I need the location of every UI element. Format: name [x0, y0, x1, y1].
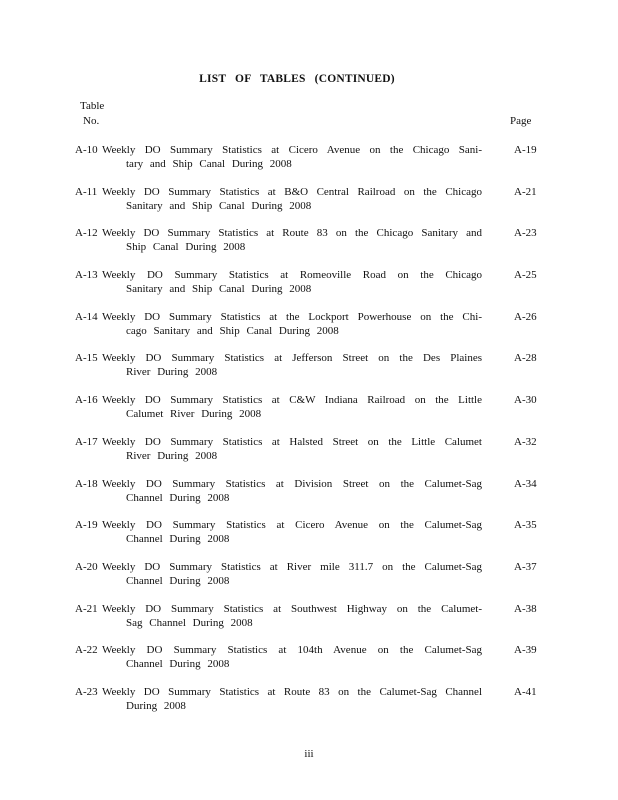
- table-number: A-17: [75, 435, 98, 448]
- list-item: [0, 435, 618, 477]
- table-number: A-22: [75, 644, 98, 657]
- table-description: [102, 310, 482, 338]
- list-item: [0, 560, 618, 602]
- description-line-1: Weekly DO Summary Statistics at River mile 311.7 on the Calumet-Sag: [102, 560, 482, 573]
- description-line-2: Channel During 2008: [126, 491, 230, 504]
- description-line-1: Weekly DO Summary Statistics at Route 83 on the Chicago Sanitary and: [102, 227, 482, 240]
- table-description: [102, 643, 482, 671]
- list-item: [0, 351, 618, 393]
- list-item: [0, 310, 618, 352]
- page-number: A-30: [514, 394, 537, 407]
- description-line-2: Channel During 2008: [126, 574, 230, 587]
- description-line-1: Weekly DO Summary Statistics at Halsted Street on the Little Calumet: [102, 435, 482, 448]
- page-number: A-38: [514, 602, 537, 615]
- description-line-1: Weekly DO Summary Statistics at 104th Avenue on the Calumet-Sag: [102, 644, 482, 657]
- page-number: A-19: [514, 144, 537, 156]
- list-item: [0, 268, 618, 310]
- list-item: [0, 477, 618, 519]
- column-header-page: Page: [510, 115, 532, 127]
- list-item: [0, 143, 618, 185]
- table-number: A-23: [75, 685, 98, 698]
- page-title: LIST OF TABLES (CONTINUED): [199, 73, 395, 85]
- description-line-2: Ship Canal During 2008: [126, 241, 246, 254]
- description-line-2: Sag Channel During 2008: [126, 616, 253, 629]
- table-description: [102, 268, 482, 296]
- table-number: A-18: [75, 477, 98, 490]
- table-description: [102, 351, 482, 379]
- table-number: A-12: [75, 227, 98, 240]
- description-line-2: During 2008: [126, 699, 186, 712]
- table-number: A-14: [75, 310, 98, 323]
- table-number: A-19: [75, 519, 98, 532]
- table-description: [102, 685, 482, 713]
- table-description: [102, 602, 482, 630]
- description-line-1: Weekly DO Summary Statistics at Route 83 on the Calumet-Sag Channel: [102, 685, 482, 698]
- description-line-1: Weekly DO Summary Statistics at Cicero Avenue on the Calumet-Sag: [102, 519, 482, 532]
- description-line-1: Weekly DO Summary Statistics at Romeoville Road on the Chicago: [102, 269, 482, 282]
- page-number: A-25: [514, 269, 537, 282]
- description-line-2: Channel During 2008: [126, 533, 230, 546]
- list-item: [0, 226, 618, 268]
- page-number: A-23: [514, 227, 537, 240]
- description-line-1: Weekly DO Summary Statistics at Southwest Highway on the Calumet-: [102, 602, 482, 615]
- table-number: A-15: [75, 352, 98, 365]
- list-item: [0, 643, 618, 685]
- description-line-2: River During 2008: [126, 366, 218, 379]
- table-description: [102, 143, 482, 171]
- page-number: A-32: [514, 435, 537, 448]
- description-line-1: Weekly DO Summary Statistics at C&W Indiana Railroad on the Little: [102, 394, 482, 407]
- list-item: [0, 685, 618, 727]
- table-description: [102, 560, 482, 588]
- page-footer-number: iii: [304, 748, 314, 760]
- description-line-2: Channel During 2008: [126, 658, 230, 671]
- table-number: A-20: [75, 560, 98, 573]
- page-number: A-28: [514, 352, 537, 365]
- table-of-contents-list: [0, 143, 618, 727]
- table-number: A-21: [75, 602, 98, 615]
- page-number: A-26: [514, 310, 537, 323]
- description-line-2: River During 2008: [126, 449, 218, 462]
- description-line-2: cago Sanitary and Ship Canal During 2008: [126, 324, 339, 337]
- page-number: A-21: [514, 185, 537, 198]
- description-line-1: Weekly DO Summary Statistics at B&O Central Railroad on the Chicago: [102, 185, 482, 198]
- table-description: [102, 185, 482, 213]
- page-number: A-34: [514, 477, 537, 490]
- page-number: A-37: [514, 560, 537, 573]
- list-item: [0, 518, 618, 560]
- description-line-2: tary and Ship Canal During 2008: [126, 158, 292, 170]
- column-header-no: No.: [83, 115, 100, 127]
- page-number: A-41: [514, 685, 537, 698]
- table-description: [102, 435, 482, 463]
- table-description: [102, 393, 482, 421]
- description-line-2: Calumet River During 2008: [126, 408, 262, 421]
- table-number: A-13: [75, 269, 98, 282]
- description-line-1: Weekly DO Summary Statistics at the Lockport Powerhouse on the Chi-: [102, 310, 482, 323]
- table-description: [102, 226, 482, 254]
- table-number: A-16: [75, 394, 98, 407]
- table-number: A-11: [75, 185, 98, 198]
- description-line-2: Sanitary and Ship Canal During 2008: [126, 283, 312, 296]
- page-number: A-35: [514, 519, 537, 532]
- description-line-1: Weekly DO Summary Statistics at Cicero Avenue on the Chicago Sani-: [102, 144, 482, 156]
- table-description: [102, 518, 482, 546]
- column-header-table: Table: [80, 100, 105, 112]
- list-item: [0, 602, 618, 644]
- list-item: [0, 393, 618, 435]
- description-line-2: Sanitary and Ship Canal During 2008: [126, 199, 312, 212]
- list-item: [0, 185, 618, 227]
- description-line-1: Weekly DO Summary Statistics at Division Street on the Calumet-Sag: [102, 477, 482, 490]
- table-description: [102, 477, 482, 505]
- table-number: A-10: [75, 144, 98, 156]
- description-line-1: Weekly DO Summary Statistics at Jefferson Street on the Des Plaines: [102, 352, 482, 365]
- page-number: A-39: [514, 644, 537, 657]
